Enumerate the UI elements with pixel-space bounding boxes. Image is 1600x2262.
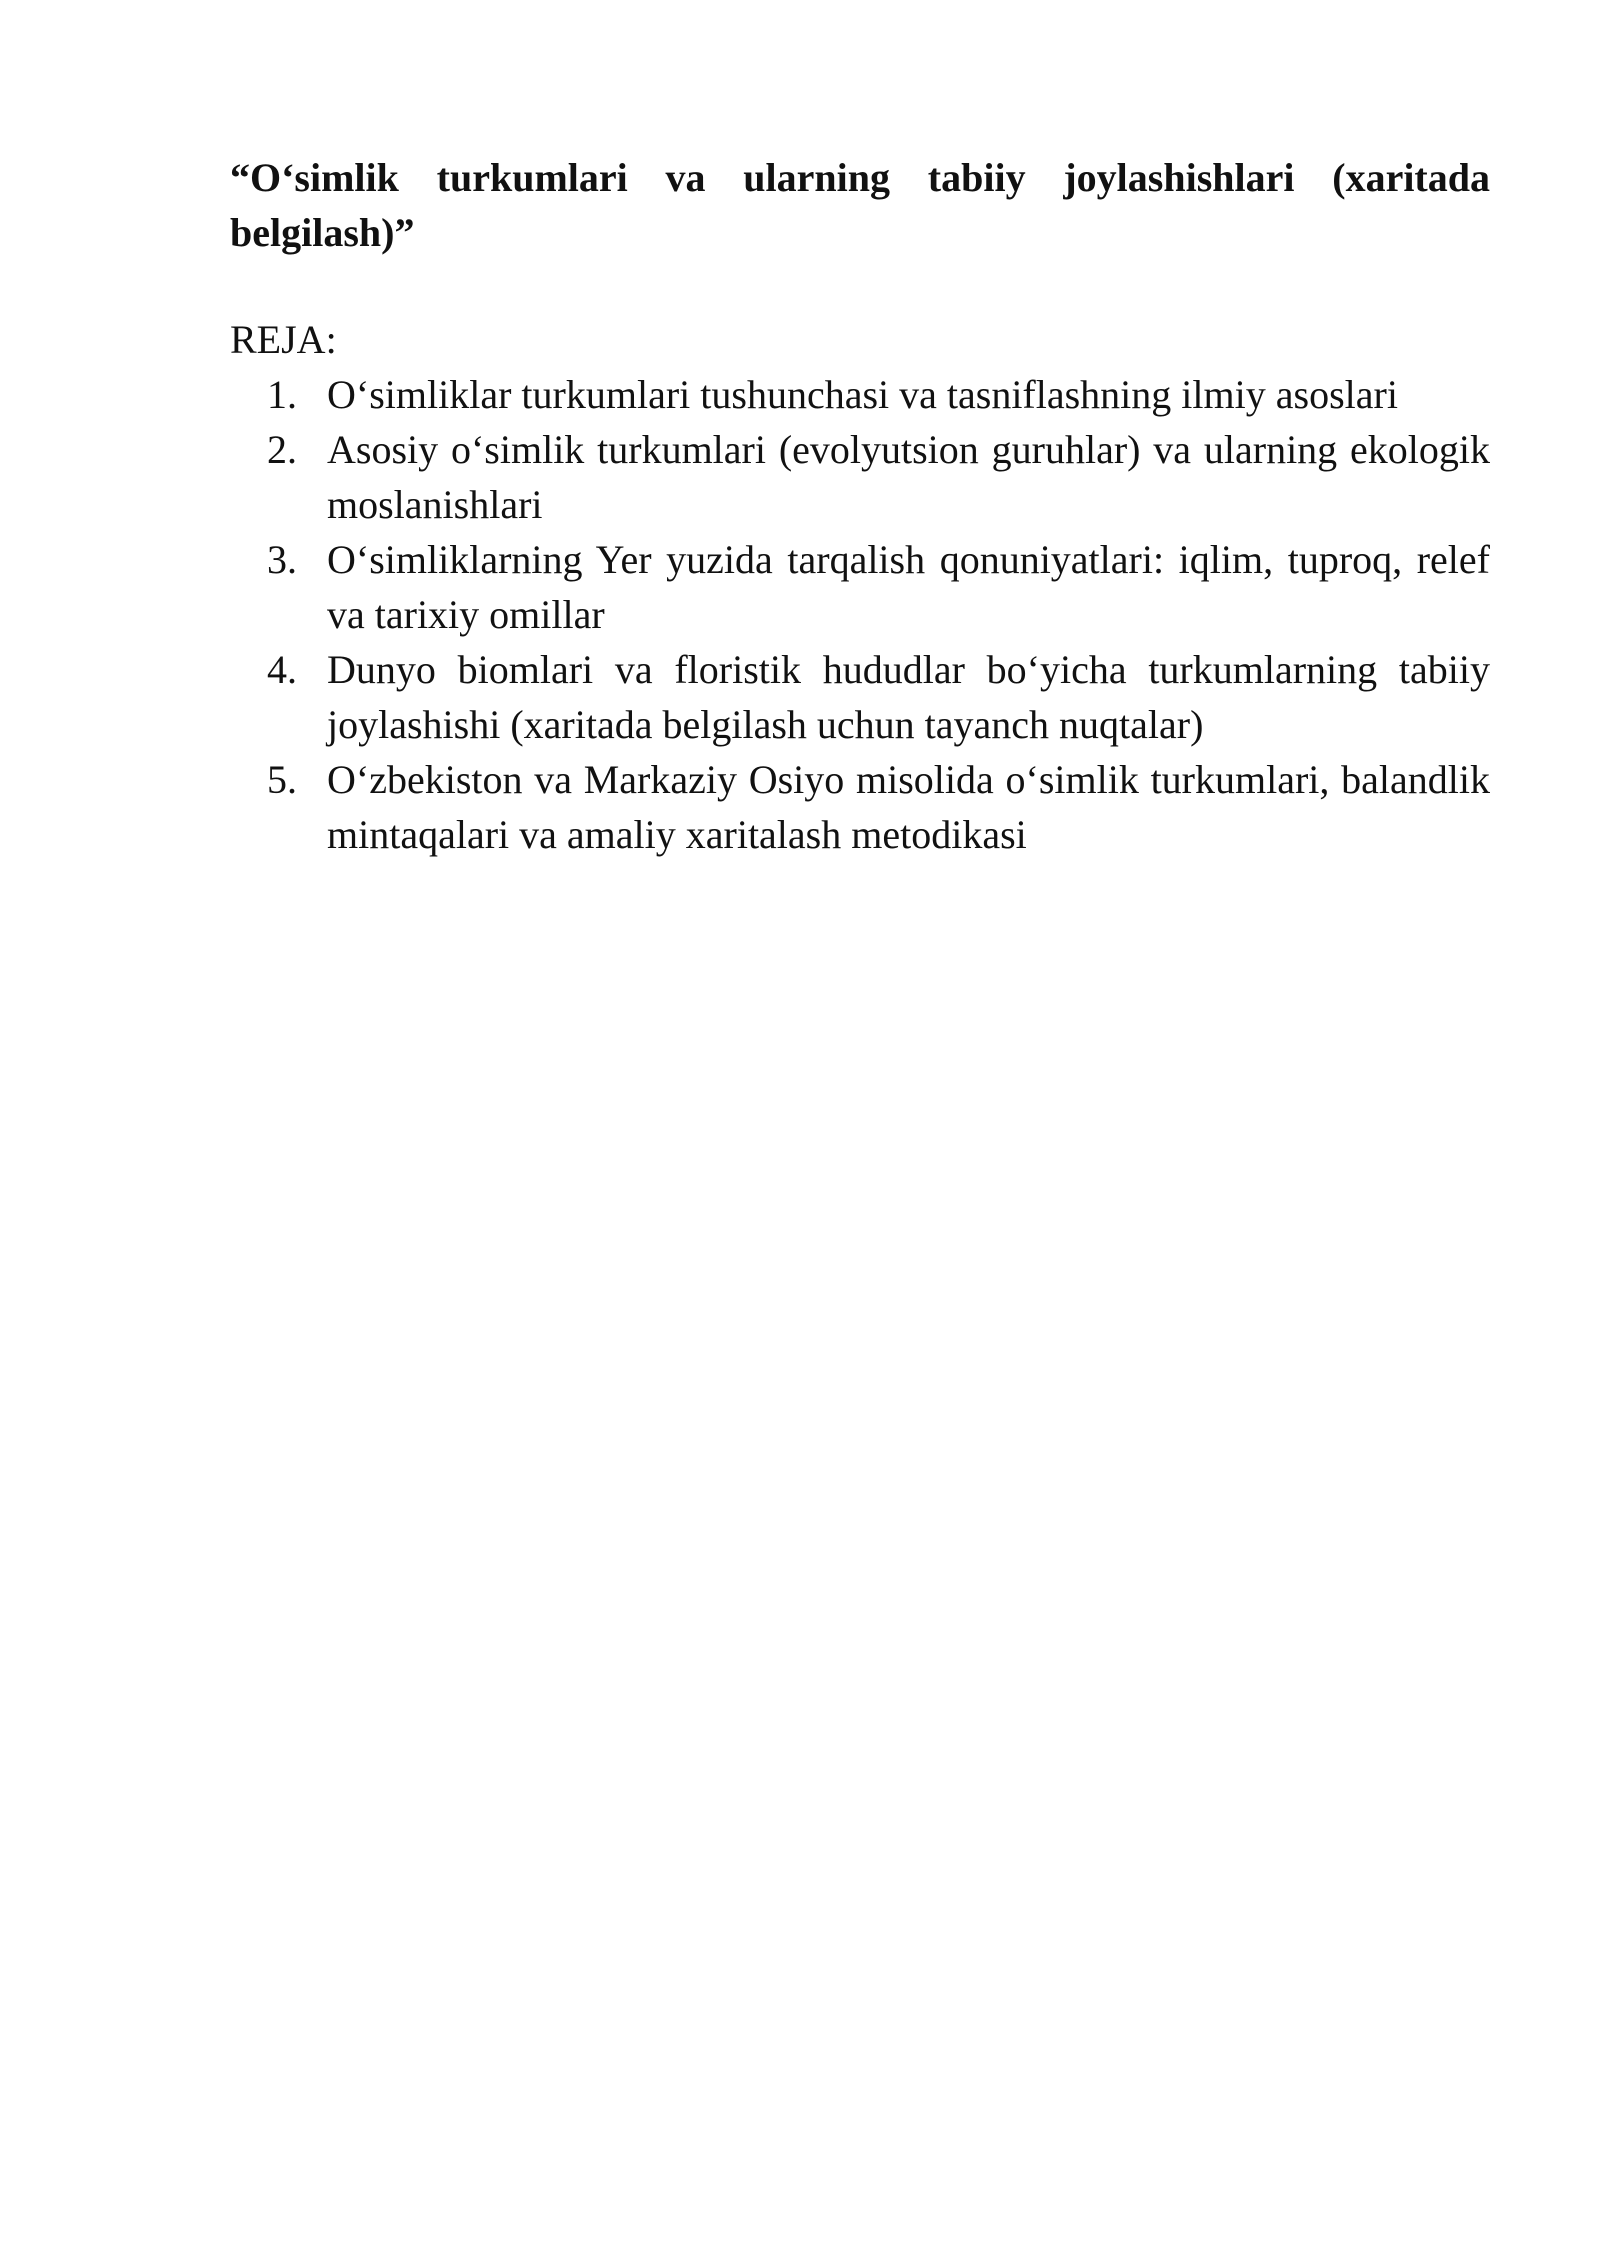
document-page: [230, 150, 1490, 862]
plan-item-text: Dunyo biomlari va floristik hududlar bo‘yicha turkumlarning tabiiy joylashishi (xaritada belgilash uchun tayanch nuqtalar): [327, 647, 1490, 747]
plan-item-number: 3.: [267, 537, 297, 582]
plan-item-5: [230, 752, 1490, 862]
plan-item-number: 1.: [267, 372, 297, 417]
plan-item-text: O‘simliklarning Yer yuzida tarqalish qonuniyatlari: iqlim, tuproq, relef va tarixiy omillar: [327, 537, 1490, 637]
plan-heading: REJA:: [230, 317, 337, 362]
document-title: “O‘simlik turkumlari va ularning tabiiy joylashishlari (xaritada belgilash)”: [230, 155, 1490, 255]
plan-item-1: [230, 367, 1490, 422]
plan-item-3: [230, 532, 1490, 642]
plan-item-number: 5.: [267, 757, 297, 802]
plan-item-text: Asosiy o‘simlik turkumlari (evolyutsion guruhlar) va ularning ekologik moslanishlari: [327, 427, 1490, 527]
plan-item-number: 2.: [267, 427, 297, 472]
plan-item-2: [230, 422, 1490, 532]
plan-item-4: [230, 642, 1490, 752]
plan-list: [230, 367, 1490, 862]
plan-item-number: 4.: [267, 647, 297, 692]
plan-item-text: O‘simliklar turkumlari tushunchasi va tasniflashning ilmiy asoslari: [327, 372, 1398, 417]
plan-item-text: O‘zbekiston va Markaziy Osiyo misolida o‘simlik turkumlari, balandlik mintaqalari va amaliy xaritalash metodikasi: [327, 757, 1490, 857]
